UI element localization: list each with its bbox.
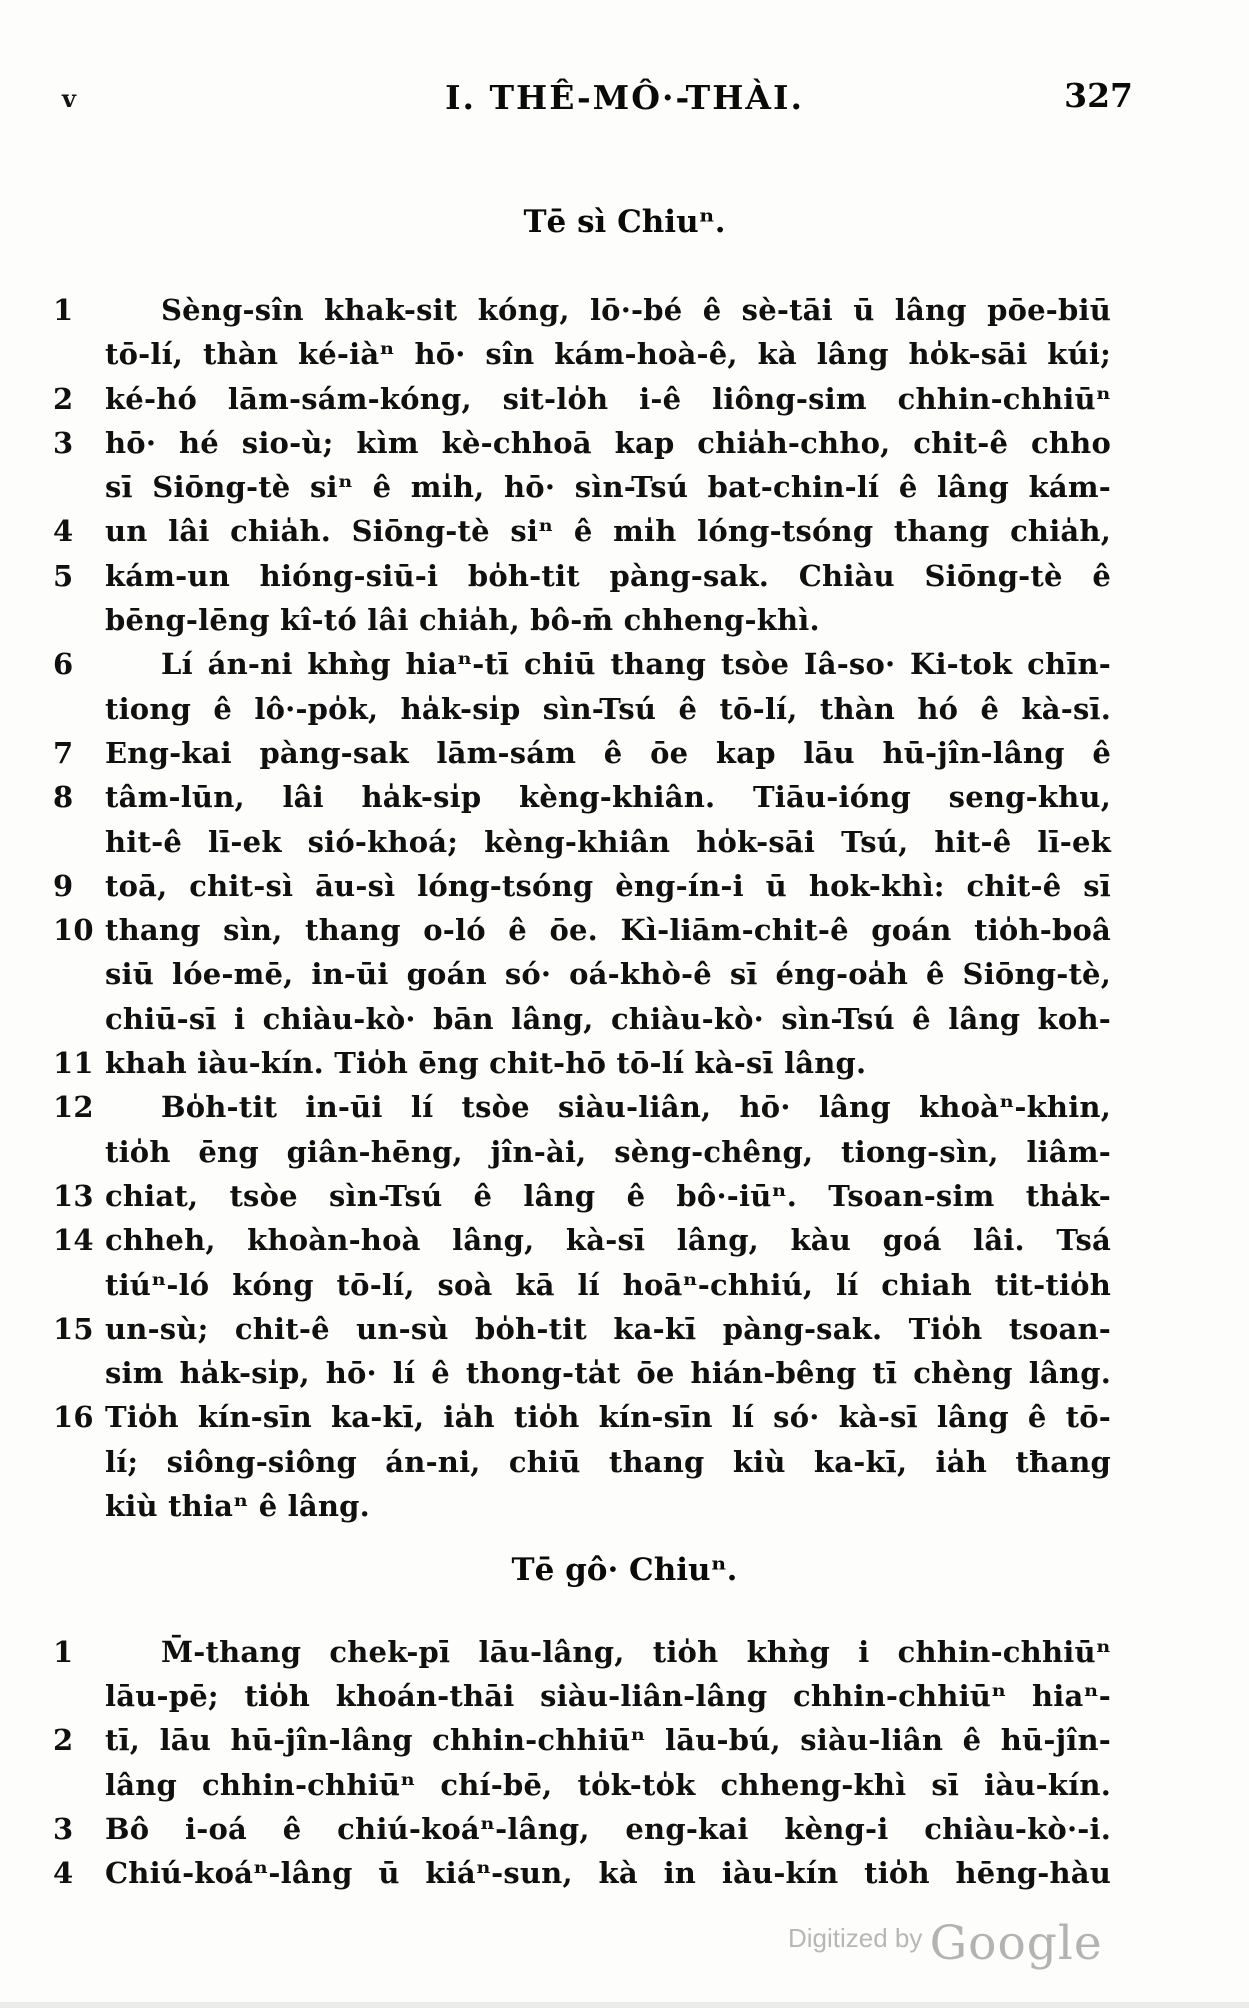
verse-number: 11 xyxy=(53,1046,94,1081)
verse-number: 12 xyxy=(53,1090,94,1125)
verse-text: khah iàu-kín. Tio̍h ēng chit-hō tō-lí kà-sī lâng. xyxy=(105,1046,867,1081)
verse-line xyxy=(105,1484,1111,1528)
verse-line xyxy=(105,1351,1111,1395)
verse-text: tī, lāu hū-jîn-lâng chhin-chhiūⁿ lāu-bú, siàu-liân ê hū-jîn- xyxy=(105,1723,1111,1758)
verse-text: Chiú-koáⁿ-lâng ū kiáⁿ-sun, kà in iàu-kín tio̍h hēng-hàu xyxy=(105,1855,1111,1890)
chapter-5-heading: Tē gô· Chiuⁿ. xyxy=(511,1552,738,1588)
google-logo: Google xyxy=(929,1916,1103,1971)
verse-number: 16 xyxy=(53,1400,94,1435)
verse-line xyxy=(53,1851,1111,1895)
verse-number: 14 xyxy=(53,1223,94,1258)
running-title: I. THÊ-MÔ·-THÀI. xyxy=(445,78,804,117)
verse-line xyxy=(53,642,1111,686)
verse-text: thang sìn, thang o-ló ê ōe. Kì-liām-chit-ê goán tio̍h-boâ xyxy=(105,913,1111,948)
verse-text: toā, chit-sì āu-sì lóng-tsóng èng-ín-i ū hok-khì: chit-ê sī xyxy=(105,868,1111,903)
verse-line xyxy=(105,687,1111,731)
verse-text: kiù thiaⁿ ê lâng. xyxy=(105,1489,370,1524)
verse-text: kám-un hióng-siū-i bo̍h-tit pàng-sak. Chiàu Siōng-tè ê xyxy=(105,558,1111,593)
verse-line xyxy=(105,1440,1111,1484)
verse-text: sim ha̍k-si̍p, hō· lí ê thong-ta̍t ōe hián-bêng tī chèng lâng. xyxy=(105,1356,1111,1391)
verse-text: Tio̍h kín-sīn ka-kī, ia̍h tio̍h kín-sīn lí só· kà-sī lâng ê tō- xyxy=(105,1400,1111,1435)
chapter-4-text xyxy=(53,288,1111,1528)
verse-number: 8 xyxy=(53,780,74,815)
verse-line xyxy=(53,554,1111,598)
verse-number: 5 xyxy=(53,558,74,593)
verse-number: 13 xyxy=(53,1178,94,1213)
verse-text: tiong ê lô·-po̍k, ha̍k-si̍p sìn-Tsú ê tō-lí, thàn hó ê kà-sī. xyxy=(105,691,1111,726)
verse-line xyxy=(53,775,1111,819)
verse-number: 1 xyxy=(53,293,74,327)
verse-text: tio̍h ēng giân-hēng, jîn-ài, sèng-chêng, tiong-sìn, liâm- xyxy=(105,1134,1111,1169)
verse-line xyxy=(105,1763,1111,1807)
verse-text: tâm-lūn, lâi ha̍k-si̍p kèng-khiân. Tiāu-ióng seng-khu, xyxy=(105,780,1111,815)
verse-line xyxy=(105,820,1111,864)
verse-text: ké-hó lām-sám-kóng, sit-lo̍h i-ê liông-sim chhin-chhiūⁿ xyxy=(105,381,1111,416)
verse-line xyxy=(105,598,1111,642)
verse-line xyxy=(53,1807,1111,1851)
verse-line xyxy=(53,1218,1111,1262)
verse-number: 6 xyxy=(53,647,74,682)
verse-line xyxy=(105,465,1111,509)
verse-line xyxy=(53,1041,1111,1085)
verse-line xyxy=(53,288,1111,332)
verse-text: M̄-thang chek-pī lāu-lâng, tio̍h khǹg i chhin-chhiūⁿ xyxy=(161,1635,1111,1669)
chapter-4-heading: Tē sì Chiuⁿ. xyxy=(523,204,726,240)
margin-mark: v xyxy=(62,84,76,113)
verse-text: lāu-pē; tio̍h khoán-thāi siàu-liân-lâng chhin-chhiūⁿ hiaⁿ- xyxy=(105,1679,1111,1714)
verse-text: tō-lí, thàn ké-iàⁿ hō· sîn kám-hoà-ê, kà lâng ho̍k-sāi kúi; xyxy=(105,337,1111,372)
verse-text: siū lóe-mē, in-ūi goán só· oá-khò-ê sī éng-oa̍h ê Siōng-tè, xyxy=(105,957,1111,992)
verse-text: Eng-kai pàng-sak lām-sám ê ōe kap lāu hū-jîn-lâng ê xyxy=(105,735,1111,770)
verse-text: lâng chhin-chhiūⁿ chí-bē, to̍k-to̍k chheng-khì sī iàu-kín. xyxy=(105,1767,1111,1802)
watermark-text: Digitized by xyxy=(788,1923,930,1953)
verse-text: bēng-lēng kî-tó lâi chia̍h, bô-m̄ chheng-khì. xyxy=(105,603,820,638)
verse-number: 4 xyxy=(53,514,74,549)
verse-number: 7 xyxy=(53,735,74,770)
verse-text: un lâi chia̍h. Siōng-tè siⁿ ê mi̍h lóng-tsóng thang chia̍h, xyxy=(105,514,1111,549)
verse-line xyxy=(53,1174,1111,1218)
verse-line xyxy=(105,1674,1111,1718)
verse-line xyxy=(53,864,1111,908)
verse-line xyxy=(53,509,1111,553)
verse-line xyxy=(105,952,1111,996)
verse-line xyxy=(53,377,1111,421)
verse-text: chheh, khoàn-hoà lâng, kà-sī lâng, kàu goá lâi. Tsá xyxy=(105,1223,1111,1258)
verse-line xyxy=(105,1130,1111,1174)
page-bottom-edge xyxy=(0,2002,1249,2008)
verse-number: 9 xyxy=(53,868,74,903)
verse-text: hit-ê lī-ek sió-khoá; kèng-khiân ho̍k-sāi Tsú, hit-ê lī-ek xyxy=(105,824,1111,859)
verse-line xyxy=(53,1307,1111,1351)
verse-number: 15 xyxy=(53,1311,94,1346)
verse-number: 3 xyxy=(53,425,74,460)
verse-text: hō· hé sio-ù; kìm kè-chhoā kap chia̍h-chho, chit-ê chho xyxy=(105,425,1111,460)
verse-number: 2 xyxy=(53,1723,74,1758)
verse-line xyxy=(53,731,1111,775)
verse-line xyxy=(53,908,1111,952)
verse-line xyxy=(53,1085,1111,1129)
chapter-5-text xyxy=(53,1630,1111,1895)
verse-number: 2 xyxy=(53,381,74,416)
verse-text: Bô i-oá ê chiú-koáⁿ-lâng, eng-kai kèng-i chiàu-kò·-i. xyxy=(105,1811,1111,1846)
verse-line xyxy=(53,1630,1111,1674)
verse-line xyxy=(105,997,1111,1041)
verse-number: 10 xyxy=(53,913,94,948)
verse-line xyxy=(105,332,1111,376)
page-number: 327 xyxy=(1064,76,1133,115)
verse-line xyxy=(105,1263,1111,1307)
verse-text: un-sù; chit-ê un-sù bo̍h-tit ka-kī pàng-sak. Tio̍h tsoan- xyxy=(105,1311,1111,1346)
verse-number: 3 xyxy=(53,1811,74,1846)
verse-text: chiat, tsòe sìn-Tsú ê lâng ê bô·-iūⁿ. Tsoan-sim tha̍k- xyxy=(105,1178,1111,1213)
verse-text: chiū-sī i chiàu-kò· bān lâng, chiàu-kò· sìn-Tsú ê lâng koh- xyxy=(105,1001,1111,1036)
verse-line xyxy=(53,421,1111,465)
verse-number: 4 xyxy=(53,1855,74,1890)
verse-line xyxy=(53,1718,1111,1762)
verse-line xyxy=(53,1395,1111,1439)
verse-text: lí; siông-siông án-ni, chiū thang kiù ka-kī, ia̍h tħang xyxy=(105,1444,1111,1479)
verse-text: tiúⁿ-ló kóng tō-lí, soà kā lí hoāⁿ-chhiú, lí chiah tit-tio̍h xyxy=(105,1267,1111,1302)
verse-text: sī Siōng-tè siⁿ ê mi̍h, hō· sìn-Tsú bat-chin-lí ê lâng kám- xyxy=(105,470,1111,505)
verse-text: Bo̍h-tit in-ūi lí tsòe siàu-liân, hō· lâng khoàⁿ-khin, xyxy=(161,1090,1111,1125)
verse-text: Sèng-sîn khak-sit kóng, lō·-bé ê sè-tāi ū lâng pōe-biū xyxy=(161,293,1111,327)
verse-number: 1 xyxy=(53,1635,74,1669)
google-watermark xyxy=(788,1916,1103,1971)
verse-text: Lí án-ni khǹg hiaⁿ-tī chiū thang tsòe Iâ-so· Ki-tok chīn- xyxy=(161,647,1111,682)
